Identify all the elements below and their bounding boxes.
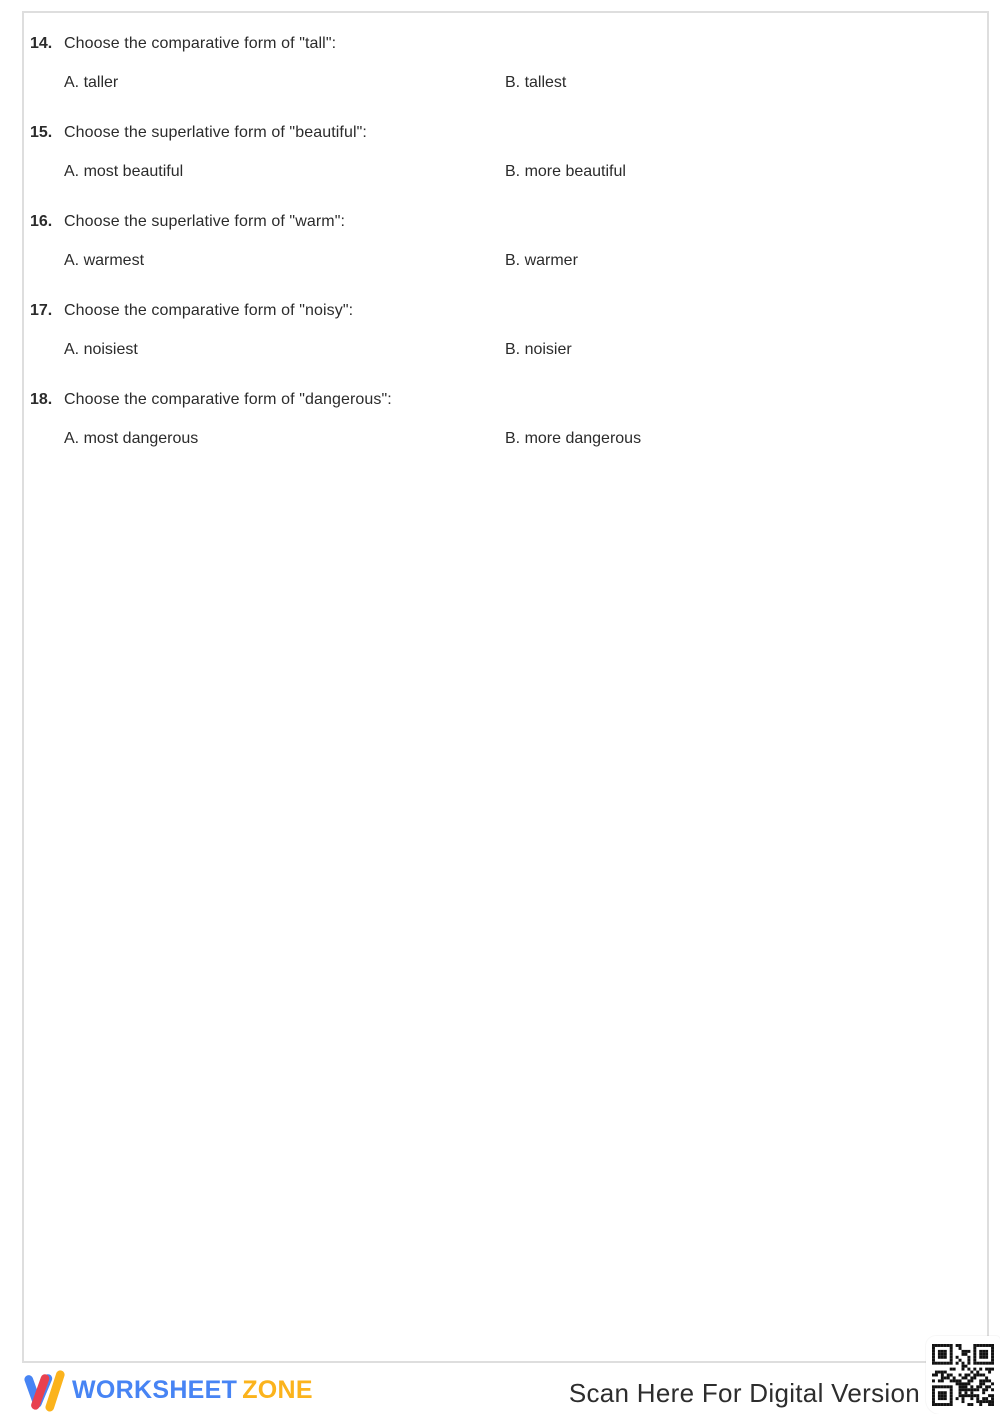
question-block bbox=[30, 389, 987, 450]
option-a: A. noisiest bbox=[64, 341, 138, 358]
brand-word-worksheet: WORKSHEET bbox=[72, 1375, 238, 1404]
question-block bbox=[30, 211, 987, 272]
question-text: Choose the comparative form of "tall": bbox=[64, 35, 337, 52]
scan-here-text: Scan Here For Digital Version bbox=[568, 1378, 920, 1408]
option-a: A. taller bbox=[64, 74, 119, 91]
option-b: B. more beautiful bbox=[505, 163, 626, 180]
question-text: Choose the comparative form of "noisy": bbox=[64, 302, 354, 319]
question-text: Choose the superlative form of "warm": bbox=[64, 213, 346, 230]
page-footer bbox=[0, 1363, 1000, 1414]
option-a: A. most dangerous bbox=[64, 430, 199, 447]
content-border-box bbox=[22, 11, 989, 1363]
question-block bbox=[30, 122, 987, 183]
option-b: B. noisier bbox=[505, 341, 572, 358]
option-a: A. most beautiful bbox=[64, 163, 184, 180]
question-text: Choose the comparative form of "dangerous": bbox=[64, 391, 392, 408]
option-a: A. warmest bbox=[64, 252, 145, 269]
brand-logo bbox=[22, 1368, 313, 1412]
option-b: B. more dangerous bbox=[505, 430, 642, 447]
question-block bbox=[30, 33, 987, 94]
question-number: 17. bbox=[30, 302, 53, 319]
option-b: B. warmer bbox=[505, 252, 578, 269]
qr-panel bbox=[926, 1336, 1000, 1414]
brand-word-zone: ZONE bbox=[242, 1375, 313, 1404]
question-number: 15. bbox=[30, 124, 53, 141]
question-number: 16. bbox=[30, 213, 53, 230]
qr-code-icon bbox=[932, 1344, 994, 1406]
worksheet-zone-w-icon bbox=[22, 1368, 68, 1412]
question-text: Choose the superlative form of "beautiful": bbox=[64, 124, 367, 141]
question-number: 18. bbox=[30, 391, 53, 408]
question-number: 14. bbox=[30, 35, 53, 52]
question-block bbox=[30, 300, 987, 361]
option-b: B. tallest bbox=[505, 74, 567, 91]
